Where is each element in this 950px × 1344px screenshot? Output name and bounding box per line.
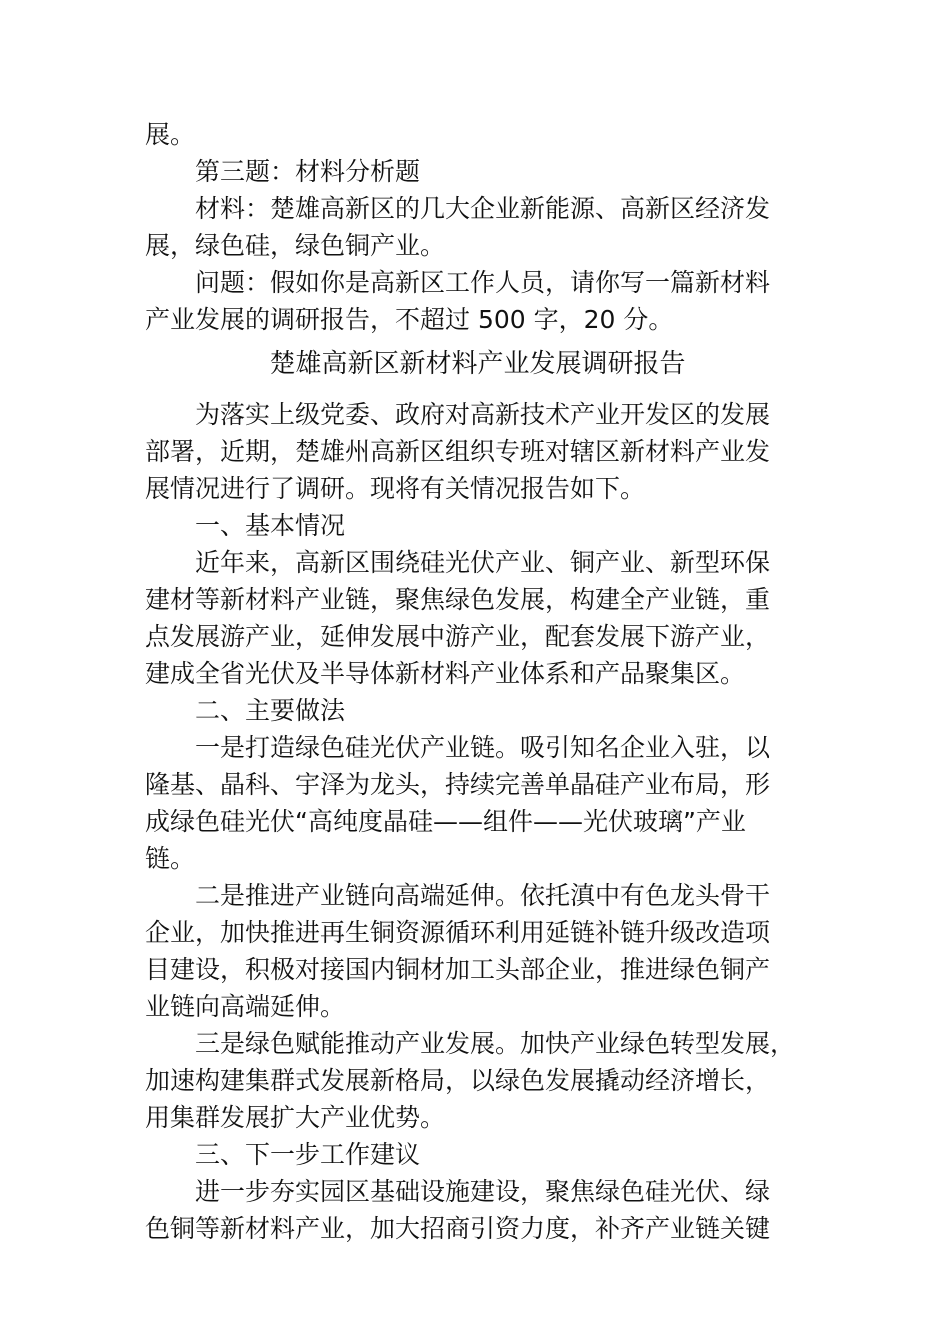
paragraph-2-line-3: 点发展游产业，延伸发展中游产业，配套发展下游产业， xyxy=(145,622,771,651)
section-heading-next-steps: 三、下一步工作建议 xyxy=(195,1140,421,1169)
paragraph-1-line-1: 为落实上级党委、政府对高新技术产业开发区的发展 xyxy=(195,400,771,429)
material-line-1: 材料：楚雄高新区的几大企业新能源、高新区经济发 xyxy=(195,194,771,223)
section-heading-basic: 一、基本情况 xyxy=(195,511,346,540)
report-title: 楚雄高新区新材料产业发展调研报告 xyxy=(269,349,686,379)
paragraph-4-line-1: 二是推进产业链向高端延伸。依托滇中有色龙头骨干 xyxy=(195,881,771,910)
paragraph-6-line-2: 色铜等新材料产业，加大招商引资力度，补齐产业链关键 xyxy=(145,1214,771,1243)
paragraph-1-line-2: 部署，近期，楚雄州高新区组织专班对辖区新材料产业发 xyxy=(145,437,771,466)
paragraph-2-line-2: 建材等新材料产业链，聚焦绿色发展，构建全产业链，重 xyxy=(145,585,771,614)
question-line-1: 问题：假如你是高新区工作人员，请你写一篇新材料 xyxy=(195,268,771,297)
paragraph-3-line-2: 隆基、晶科、宇泽为龙头，持续完善单晶硅产业布局，形 xyxy=(145,770,771,799)
question-heading: 第三题：材料分析题 xyxy=(195,157,421,186)
section-heading-measures: 二、主要做法 xyxy=(195,696,346,725)
paragraph-4-line-4: 业链向高端延伸。 xyxy=(145,992,346,1021)
paragraph-3-line-1: 一是打造绿色硅光伏产业链。吸引知名企业入驻，以 xyxy=(195,733,771,762)
paragraph-6-line-1: 进一步夯实园区基础设施建设，聚焦绿色硅光伏、绿 xyxy=(195,1177,771,1206)
paragraph-4-line-3: 目建设，积极对接国内铜材加工头部企业，推进绿色铜产 xyxy=(145,955,771,984)
material-line-2: 展，绿色硅，绿色铜产业。 xyxy=(145,231,446,260)
paragraph-2-line-4: 建成全省光伏及半导体新材料产业体系和产品聚集区。 xyxy=(145,659,746,688)
question-line-2: 产业发展的调研报告，不超过 500 字，20 分。 xyxy=(145,305,674,334)
intro-line-1: 展。 xyxy=(145,120,196,149)
paragraph-5-line-1: 三是绿色赋能推动产业发展。加快产业绿色转型发展， xyxy=(195,1029,796,1058)
paragraph-3-line-4: 链。 xyxy=(145,844,196,873)
paragraph-4-line-2: 企业，加快推进再生铜资源循环利用延链补链升级改造项 xyxy=(145,918,771,947)
paragraph-1-line-3: 展情况进行了调研。现将有关情况报告如下。 xyxy=(145,474,646,503)
paragraph-3-line-3: 成绿色硅光伏“高纯度晶硅——组件——光伏玻璃”产业 xyxy=(145,807,746,836)
document-content xyxy=(145,116,810,1247)
paragraph-5-line-3: 用集群发展扩大产业优势。 xyxy=(145,1103,446,1132)
paragraph-2-line-1: 近年来，高新区围绕硅光伏产业、铜产业、新型环保 xyxy=(195,548,771,577)
paragraph-5-line-2: 加速构建集群式发展新格局，以绿色发展撬动经济增长， xyxy=(145,1066,771,1095)
